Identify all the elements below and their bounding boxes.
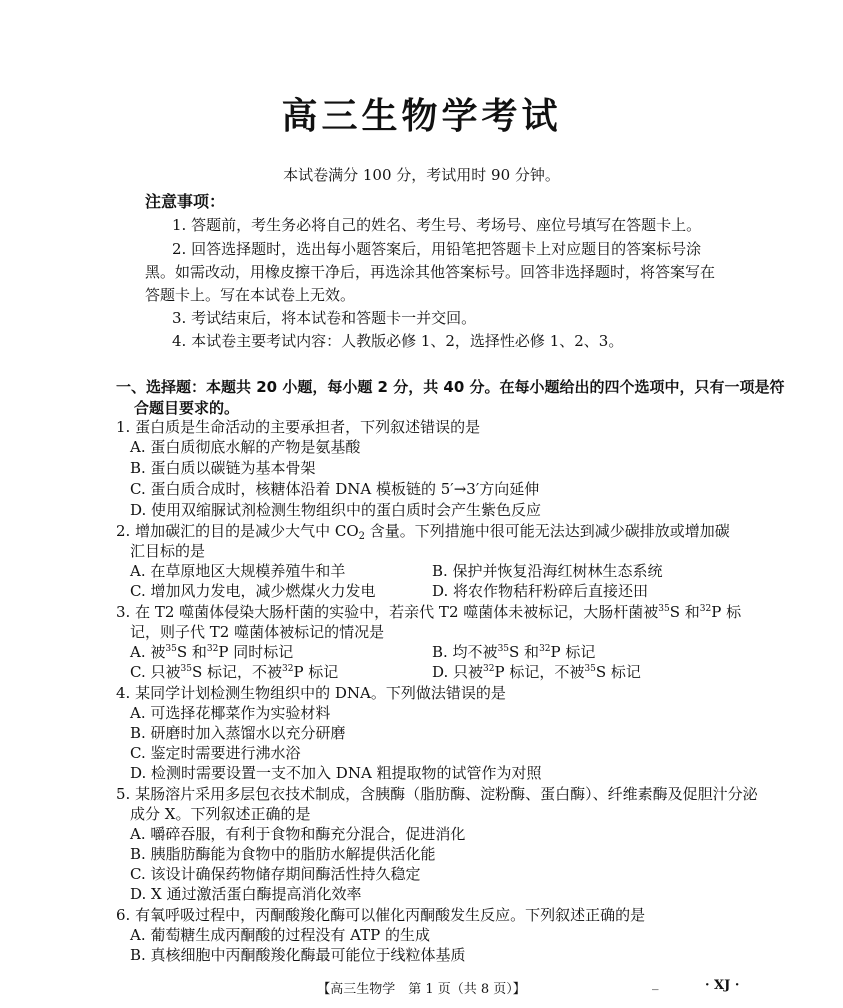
notice-line-4: 答题卡上。写在本试卷上无效。 <box>145 286 356 304</box>
isotope-32-superscript: 32 <box>281 664 294 674</box>
notice-line-3: 黑。如需改动，用橡皮擦干净后，再选涂其他答案标号。回答非选择题时，将答案写在 <box>145 263 716 281</box>
exam-title: 高三生物学考试 <box>281 96 562 137</box>
question-6-option-b: B. 真核细胞中丙酮酸羧化酶最可能位于线粒体基质 <box>130 946 466 964</box>
question-2-option-c: C. 增加风力发电，减少燃煤火力发电 <box>130 582 376 600</box>
option-text: S 和 <box>176 643 207 661</box>
exam-subtitle: 本试卷满分 100 分，考试用时 90 分钟。 <box>283 166 560 184</box>
footer-dash: _ <box>652 976 659 991</box>
question-4-option-b: B. 研磨时加入蒸馏水以充分研磨 <box>130 724 346 742</box>
option-text: A. 被 <box>130 643 166 661</box>
isotope-35-superscript: 35 <box>497 644 510 654</box>
question-1-option-c: C. 蛋白质合成时，核糖体沿着 DNA 模板链的 5′→3′方向延伸 <box>130 480 540 498</box>
isotope-32-superscript: 32 <box>206 644 219 654</box>
isotope-35-superscript: 35 <box>165 644 177 654</box>
option-text: P 标记 <box>293 663 339 681</box>
isotope-32-superscript: 32 <box>539 644 551 654</box>
notice-line-5: 3. 考试结束后，将本试卷和答题卡一并交回。 <box>172 309 477 327</box>
question-2-stem-text: 2. 增加碳汇的目的是减少大气中 CO <box>116 522 359 540</box>
question-3-phosphorus: P 标 <box>711 603 742 621</box>
option-text: C. 只被 <box>130 663 181 681</box>
question-4-stem: 4. 某同学计划检测生物组织中的 DNA。下列做法错误的是 <box>116 684 506 702</box>
question-4-option-c: C. 鉴定时需要进行沸水浴 <box>130 744 301 762</box>
notice-line-1: 1. 答题前，考生务必将自己的姓名、考生号、考场号、座位号填写在答题卡上。 <box>172 216 702 234</box>
question-2-option-a: A. 在草原地区大规模养殖牛和羊 <box>130 562 346 580</box>
option-text: P 标记 <box>550 643 596 661</box>
question-2-option-d: D. 将农作物秸秆粉碎后直接还田 <box>432 582 649 600</box>
notice-line-2: 2. 回答选择题时，选出每小题答案后，用铅笔把答题卡上对应题目的答案标号涂 <box>172 240 702 258</box>
question-3-stem-line-1 <box>116 601 741 622</box>
question-3-option-b <box>432 641 595 662</box>
question-4-option-a: A. 可选择花椰菜作为实验材料 <box>130 704 331 722</box>
question-3-stem-line-2: 记，则子代 T2 噬菌体被标记的情况是 <box>130 623 385 641</box>
option-text: P 同时标记 <box>218 643 294 661</box>
footer-mark: · XJ · <box>705 978 740 993</box>
section-heading-line-1: 一、选择题：本题共 20 小题，每小题 2 分，共 40 分。在每小题给出的四个选项中，只有一项是符 <box>116 378 785 396</box>
question-5-stem-line-2: 成分 X。下列叙述正确的是 <box>130 805 311 823</box>
notice-line-6: 4. 本试卷主要考试内容：人教版必修 1、2，选择性必修 1、2、3。 <box>172 332 624 350</box>
question-1-option-a: A. 蛋白质彻底水解的产物是氨基酸 <box>130 438 361 456</box>
question-2-stem-line-1 <box>116 520 730 541</box>
option-text: B. 均不被 <box>432 643 498 661</box>
question-1-option-b: B. 蛋白质以碳链为基本骨架 <box>130 459 316 477</box>
question-2-stem-line-2: 汇目标的是 <box>130 542 206 560</box>
option-text: D. 只被 <box>432 663 484 681</box>
question-5-option-d: D. X 通过激活蛋白酶提高消化效率 <box>130 885 362 903</box>
isotope-32-superscript: 32 <box>699 604 712 614</box>
question-3-sulfur: S 和 <box>669 603 700 621</box>
isotope-32-superscript: 32 <box>483 664 495 674</box>
question-2-option-b: B. 保护并恢复沿海红树林生态系统 <box>432 562 663 580</box>
isotope-35-superscript: 35 <box>584 664 596 674</box>
option-text: S 标记 <box>595 663 641 681</box>
question-1-stem: 1. 蛋白质是生命活动的主要承担者，下列叙述错误的是 <box>116 418 481 436</box>
section-heading-line-2: 合题目要求的。 <box>134 399 240 417</box>
page-footer: 【高三生物学 第 1 页（共 8 页）】 <box>317 982 526 997</box>
question-5-option-b: B. 胰脂肪酶能为食物中的脂肪水解提供活化能 <box>130 845 436 863</box>
isotope-35-superscript: 35 <box>180 664 192 674</box>
question-4-option-d: D. 检测时需要设置一支不加入 DNA 粗提取物的试管作为对照 <box>130 764 542 782</box>
co2-subscript: 2 <box>358 531 365 542</box>
notice-heading: 注意事项： <box>145 192 226 211</box>
question-3-option-c <box>130 661 338 682</box>
question-3-stem-text: 3. 在 T2 噬菌体侵染大肠杆菌的实验中，若亲代 T2 噬菌体未被标记，大肠杆菌被 <box>116 603 659 621</box>
isotope-35-superscript: 35 <box>658 604 670 614</box>
question-3-option-d <box>432 661 641 682</box>
option-text: S 和 <box>509 643 540 661</box>
question-5-option-a: A. 嚼碎吞服，有利于食物和酶充分混合，促进消化 <box>130 825 466 843</box>
option-text: S 标记，不被 <box>191 663 282 681</box>
question-5-stem-line-1: 5. 某肠溶片采用多层包衣技术制成，含胰酶（脂肪酶、淀粉酶、蛋白酶）、纤维素酶及促胆汁分泌 <box>116 785 758 803</box>
option-text: P 标记，不被 <box>494 663 585 681</box>
question-5-option-c: C. 该设计确保药物储存期间酶活性持久稳定 <box>130 865 421 883</box>
question-3-option-a <box>130 641 293 662</box>
question-2-stem-text-cont: 含量。下列措施中很可能无法达到减少碳排放或增加碳 <box>365 522 730 540</box>
question-6-stem: 6. 有氧呼吸过程中，丙酮酸羧化酶可以催化丙酮酸发生反应。下列叙述正确的是 <box>116 906 646 924</box>
question-6-option-a: A. 葡萄糖生成丙酮酸的过程没有 ATP 的生成 <box>130 926 431 944</box>
question-1-option-d: D. 使用双缩脲试剂检测生物组织中的蛋白质时会产生紫色反应 <box>130 501 542 519</box>
